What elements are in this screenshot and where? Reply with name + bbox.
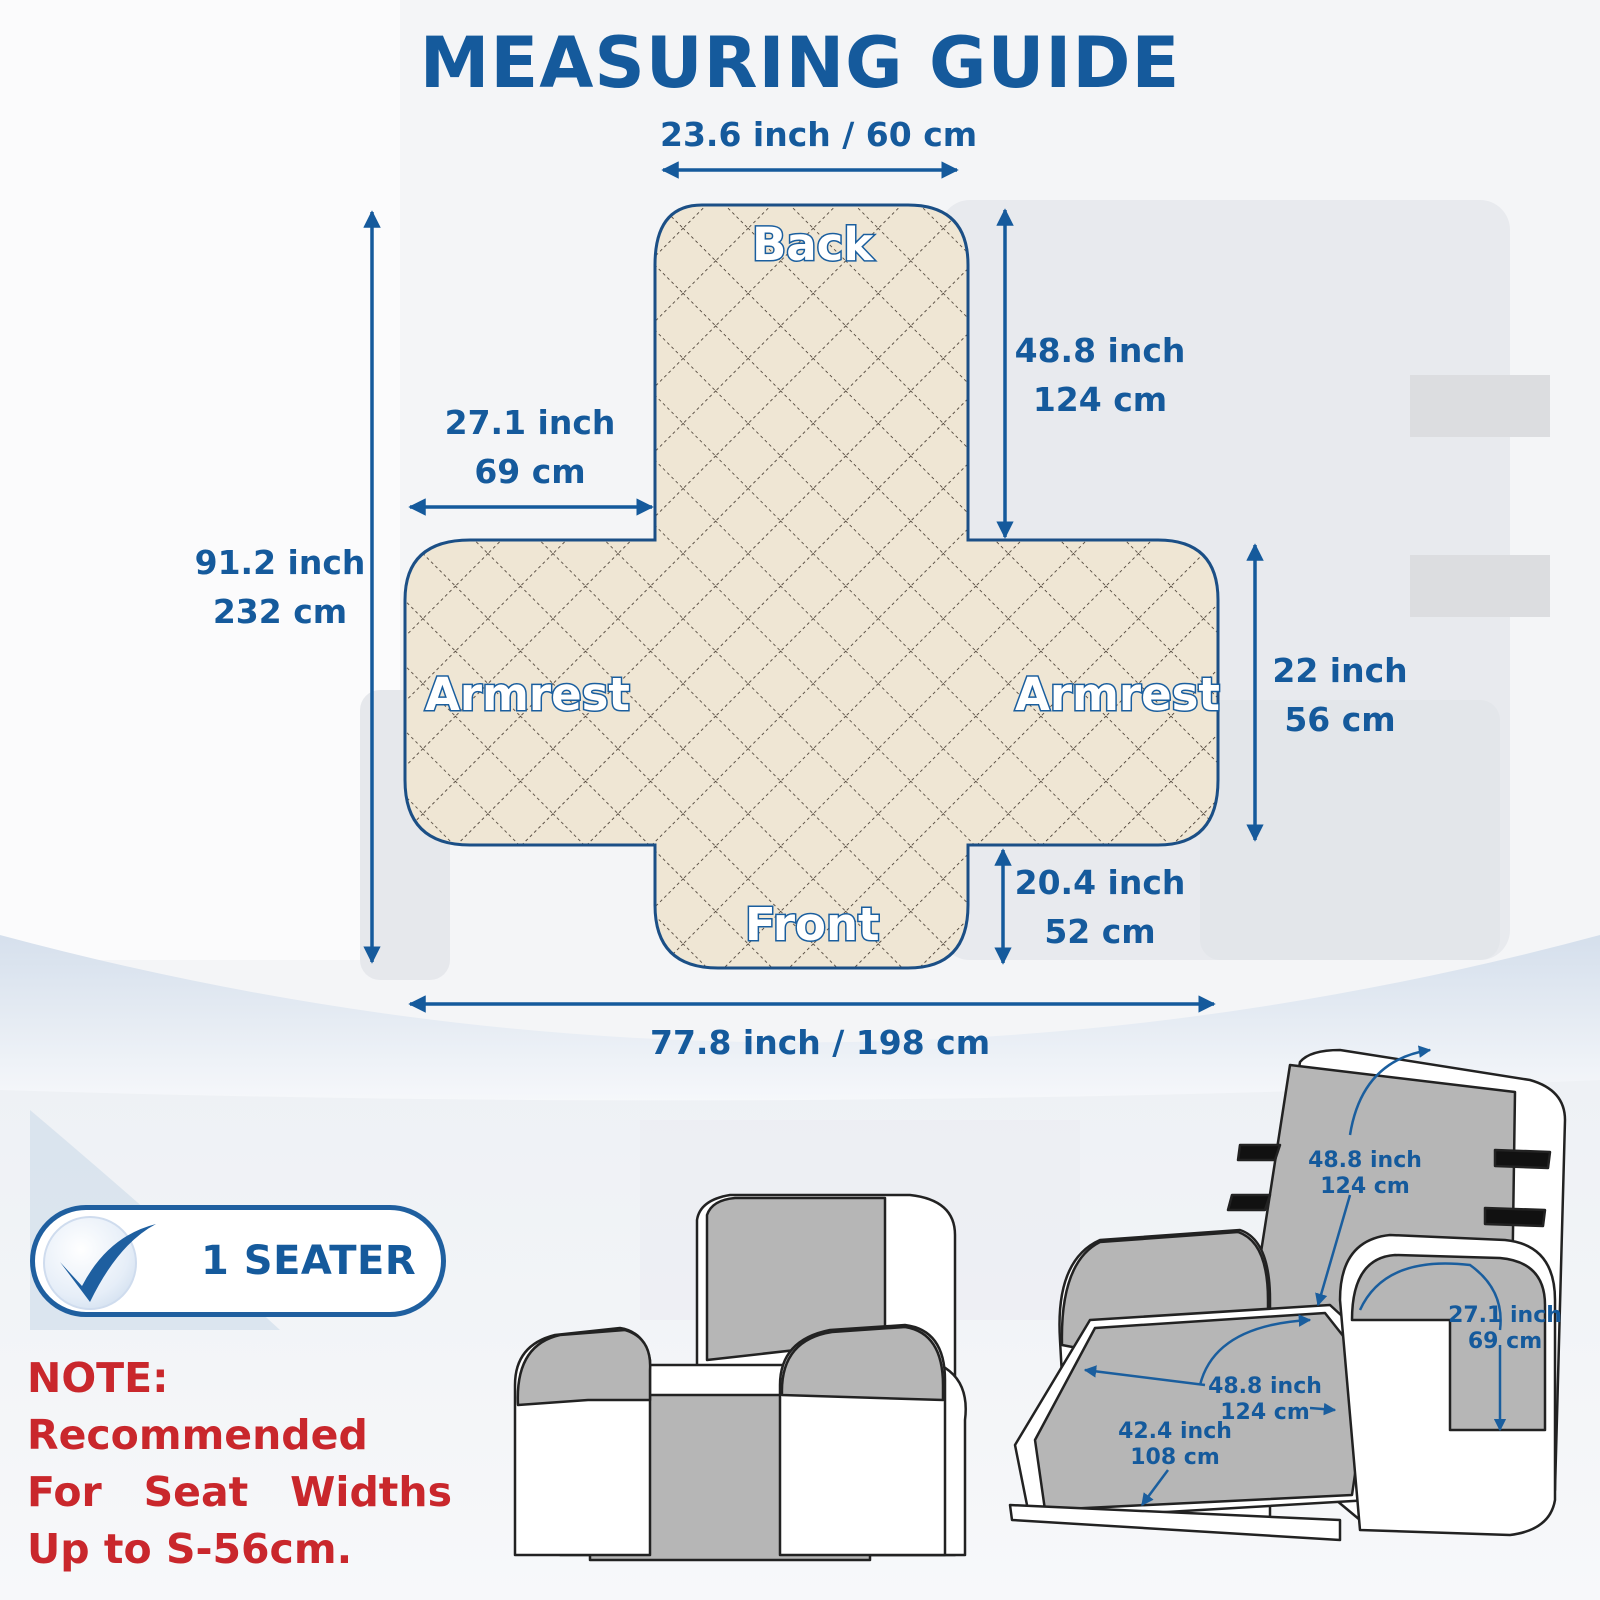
dim-front-height: 20.4 inch 52 cm (1014, 863, 1186, 951)
dim-arm-width: 27.1 inch 69 cm (444, 403, 616, 491)
note-block (27, 1350, 452, 1578)
page-title: MEASURING GUIDE (419, 22, 1181, 104)
note-body: Recommended For Seat Widths Up to S-56cm. (27, 1411, 452, 1573)
dim-top-width: 23.6 inch / 60 cm (660, 115, 978, 154)
check-icon (52, 1218, 162, 1308)
label-back: Back (752, 218, 874, 271)
dim-total-height: 91.2 inch 232 cm (194, 543, 366, 631)
seater-label: 1 SEATER (201, 1238, 417, 1284)
dim-back-height: 48.8 inch 124 cm (1014, 331, 1186, 419)
dim-arm-height: 22 inch 56 cm (1272, 651, 1408, 739)
recliner-arm-label: 27.1 inch 69 cm (1448, 1303, 1562, 1354)
label-armrest-left: Armrest (425, 668, 630, 721)
recliner-seat-label: 48.8 inch 124 cm (1208, 1374, 1322, 1425)
dim-total-width: 77.8 inch / 198 cm (650, 1023, 991, 1062)
label-front: Front (745, 898, 880, 951)
recliner-back-label: 48.8 inch 124 cm (1308, 1148, 1422, 1199)
label-armrest-right: Armrest (1015, 668, 1220, 721)
recliner-seat-width-label: 42.4 inch 108 cm (1118, 1419, 1232, 1470)
note-heading: NOTE: (27, 1354, 169, 1402)
